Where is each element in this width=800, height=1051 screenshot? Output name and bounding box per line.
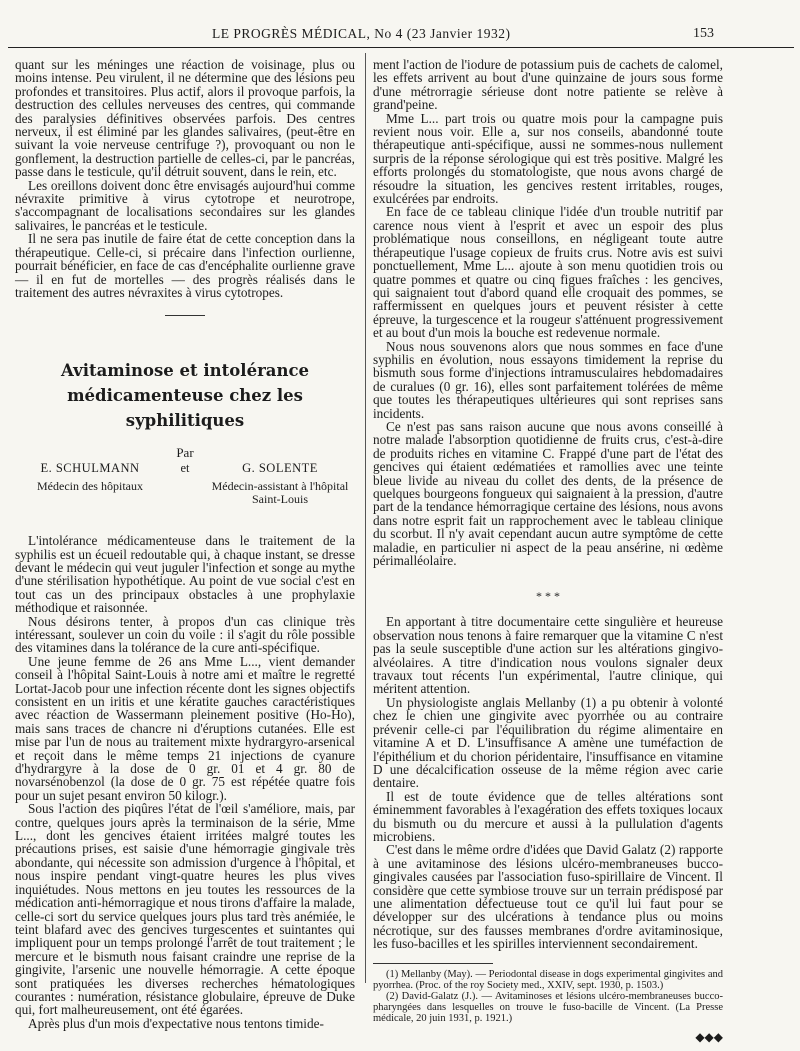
body-paragraph: Un physiologiste anglais Mellanby (1) a pu obtenir à volonté chez le chien une gingivite avec pyorrhée ou au contraire prévenir celle-ci par l'équilibration du régime alimentaire en vitamine A et D. L'insuffisance A amène une tuméfaction de l'épithélium et du chorion péridentaire, l'insuffisance en vitamine D une décalcification osseuse de la même région avec carie dentaire. [373, 694, 723, 791]
author-conjunction: et [180, 460, 190, 475]
author-role: Médecin-assistant à l'hôpital Saint-Louis [211, 479, 349, 507]
body-paragraph: Il est de toute évidence que de telles altérations sont éminemment favorables à l'exagération des effets toxiques locaux du bismuth ou du mercure et aussi à la pullulation d'agents microbiens. [373, 788, 723, 844]
body-paragraph: Une jeune femme de 26 ans Mme L..., vient demander conseil à l'hôpital Saint-Louis à notre ami et maître le regretté Lortat-Jacob pour une infection récente dont les signes objectifs consistent en un iritis et une kératite gauches caractéristiques avec réaction de Wassermann pleinement positive (Ho-Ho), mais sans traces de chancre ni d'éruptions cutanées. Elle est mise par l'un de nous au traitement mixte hydrargyro-arsenical et reçoit dans le même temps 21 injections de cyanure d'hydrargyre à la dose de 0 gr. 01 et 4 gr. 80 de novarsénobenzol (la dose de 0 gr. 75 est répétée quatre fois pour un sujet pesant environ 50 kilogr.). [15, 653, 355, 803]
body-paragraph: Mme L... part trois ou quatre mois pour la campagne puis revient nous voir. Elle a, sur nos conseils, abandonné toute thérapeutique anti-spécifique, aussi ne sommes-nous nullement surpris de la réponse sérologique qui est très positive. Malgré les efforts prolongés du stomatologiste, que nous avons chargé de résoudre la situation, les gencives restent irritables, rouges, exulcérées par endroits. [373, 110, 723, 207]
body-paragraph: Nous nous souvenons alors que nous sommes en face d'une syphilis en évolution, nous essayons timidement la reprise du bismuth sous forme d'injections intramusculaires hebdomadaires de curalues (0 gr. 16), elles sont parfaitement tolérées de même que toutes les thérapeutiques ultérieures qui sont reprises sans incidents. [373, 338, 723, 421]
author-name: G. SOLENTE [242, 460, 318, 475]
continued-paragraph: Les oreillons doivent donc être envisagés aujourd'hui comme névraxite primitive à virus cytotrope et neurotrope, s'accompagnant de localisations secondaires sur les glandes salivaires, le pancréas et le testicule. [15, 177, 355, 233]
article-title [15, 358, 355, 433]
author-1 [15, 462, 165, 506]
article-title-line: Avitaminose et intolérance [60, 361, 309, 381]
author-name: E. SCHULMANN [40, 460, 140, 475]
author-role: Médecin des hôpitaux [37, 479, 143, 494]
body-paragraph: ment l'action de l'iodure de potassium puis de cachets de calomel, les effets arrivent au bout d'une quinzaine de jours sous forme d'une métrorragie sérieuse dont notre patiente se relève à grand'peine. [373, 57, 723, 113]
body-paragraph: C'est dans le même ordre d'idées que David Galatz (2) rapporte à une avitaminose des lésions ulcéro-membraneuses bucco-gingivales causées par l'association fuso-spirillaire de Vincent. Il considère que cette symbiose trouve sur un terrain prédisposé par une alimentation défectueuse tout ce qu'il lui faut pour se développer sur des ulcérations à tendance plus ou moins nécrotique, sur des fausses membranes d'ordre avitaminosique, les fuso-bacilles et les spirilles interviennent secondairement. [373, 842, 723, 952]
asterism-separator: * * * [536, 589, 560, 604]
footnote: (1) Mellanby (May). — Periodontal disease in dogs experimental gingivites and pyorrhea. (Proc. of the roy Society med., XXIV, sept. 1930, p. 1503.) [373, 968, 723, 991]
running-head: LE PROGRÈS MÉDICAL, No 4 (23 Janvier 1932) [212, 26, 511, 41]
header-rule [8, 47, 794, 48]
author-block [15, 462, 355, 506]
body-paragraph: Après plus d'un mois d'expectative nous tentons timide- [28, 1015, 324, 1031]
page-number: 153 [693, 26, 714, 41]
left-column [15, 58, 355, 1030]
page-header [0, 22, 800, 46]
article-title-line: médicamenteuse chez les syphilitiques [67, 386, 303, 431]
author-2 [205, 462, 355, 506]
body-paragraph: En apportant à titre documentaire cette singulière et heureuse observation nous tenons à faire remarquer que la vitamine C n'est pas la seule susceptible d'une action sur les altérations gingivo-alvéolaires. A titre d'indication nous voulons signaler deux travaux tout récents l'un expérimental, l'autre clinique, qui méritent attention. [373, 614, 723, 697]
body-paragraph: Ce n'est pas sans raison aucune que nous avons conseillé à notre malade l'absorption quotidienne de fruits crus, c'est-à-dire de produits riches en vitamine C. Frappé d'une part de l'état des gencives qui étaient œdématiées et ramollies avec une teinte bleue livide au niveau du collet des dents, de la présence de quelques bourgeons fongueux qui saignaient à la pression, d'autre part de la tendance hémorragique certaine des lésions, nous avons dans notre esprit fait un rapprochement avec le tableau clinique du scorbut. Il n'y avait cependant aucun autre symptôme de cette maladie, en particulier ni aspect de la peau ansérine, ni œdème périmalléolaire. [373, 418, 723, 569]
continued-paragraph: Il ne sera pas inutile de faire état de cette conception dans la thérapeutique. Celle-ci, si précaire dans l'infection ourlienne, pourrait bénéficier, en face de cas d'encéphalite ourlienne grave — il en fut de mortelles — des progrès réalisés dans le traitement des autres névraxites à virus cytotropes. [15, 231, 355, 300]
body-paragraph: Sous l'action des piqûres l'état de l'œil s'améliore, mais, par contre, quelques jours après la terminaison de la série, Mme L..., dont les gencives étaient irritées malgré toutes les précautions prises, est saisie d'une hémorragie gingivale très abondante, qui nécessite son admission d'urgence à l'hôpital, et nous inspire pendant vingt-quatre heures les plus vives inquiétudes. Nous mettons en jeu toutes les ressources de la médication anti-hémorragique et nous tirons d'affaire la malade, celle-ci sort du service quelques jours plus tard très anémiée, le teint blafard avec des gencives turgescentes et suintantes qui impliquent pour un temps prolongé l'arrêt de tout traitement ; le mercure et le bismuth nous faisant craindre une reprise de la gingivite, l'arsenic une nouvelle hémorragie. A cette époque sont pratiquées les diverses recherches hématologiques courantes : numération, résistance globulaire, épreuve de Duke qui, fort malheureusement, ont été égarées. [15, 801, 355, 1018]
byline-by: Par [176, 445, 194, 461]
section-separator [165, 315, 205, 316]
column-divider [365, 53, 366, 983]
continued-paragraph: quant sur les méninges une réaction de voisinage, plus ou moins intense. Peu virulent, il ne détermine que des lésions peu profondes et transitoires. Plus actif, alors il provoque parfois, la destruction des cellules nerveuses des centres, qui commande des paralysies définitives observées parfois. Des centres nerveux, il est éliminé par les glandes salivaires, (peut-être en suivant la voie nerveuse centrifuge ?), provoquant ou non le gonflement, la destruction partielle de celles-ci, par le pancréas, passe dans le testicule, qu'il détruit souvent, dans le rein, etc. [15, 57, 355, 180]
body-paragraph: En face de ce tableau clinique l'idée d'un trouble nutritif par carence nous vient à l'esprit et avec un espoir des plus problématique nous conseillons, en négligeant toute autre thérapeutique l'usage copieux de fruits crus. Notre avis est suivi ponctuellement, Mme L... ajoute à son menu quotidien trois ou quatre pommes et quatre ou cinq figues fraîches : les gencives, qui saignaient tout d'abord quand elle croquait des pommes, se raffermissent en quelques jours et peuvent résister à cette épreuve, la turgescence et la rougeur s'atténuent progressivement et au bout d'un mois la bouche est redevenue normale. [373, 204, 723, 341]
body-paragraph: Nous désirons tenter, à propos d'un cas clinique très intéressant, soulever un coin du voile : il s'agit du rôle possible des vitamines dans la tolérance de la cure anti-spécifique. [15, 613, 355, 656]
footnote-rule [373, 963, 493, 964]
end-of-article-mark: ◆◆◆ [695, 1029, 723, 1044]
footnote: (2) David-Galatz (J.). — Avitaminoses et lésions ulcéro-membraneuses bucco-pharyngées dans lesquelles on trouve le fuso-bacille de Vincent. (La Presse médicale, 20 juin 1931, p. 1921.) [373, 991, 723, 1025]
right-column [373, 58, 723, 1044]
body-paragraph: L'intolérance médicamenteuse dans le traitement de la syphilis est un écueil redoutable qui, à chaque instant, se dresse devant le médecin qui veut juguler l'infection et songe au mythe d'une stérilisation hypothétique. Au point de vue social c'est en tout cas un des principaux obstacles à une prophylaxie méthodique et raisonnée. [15, 533, 355, 616]
